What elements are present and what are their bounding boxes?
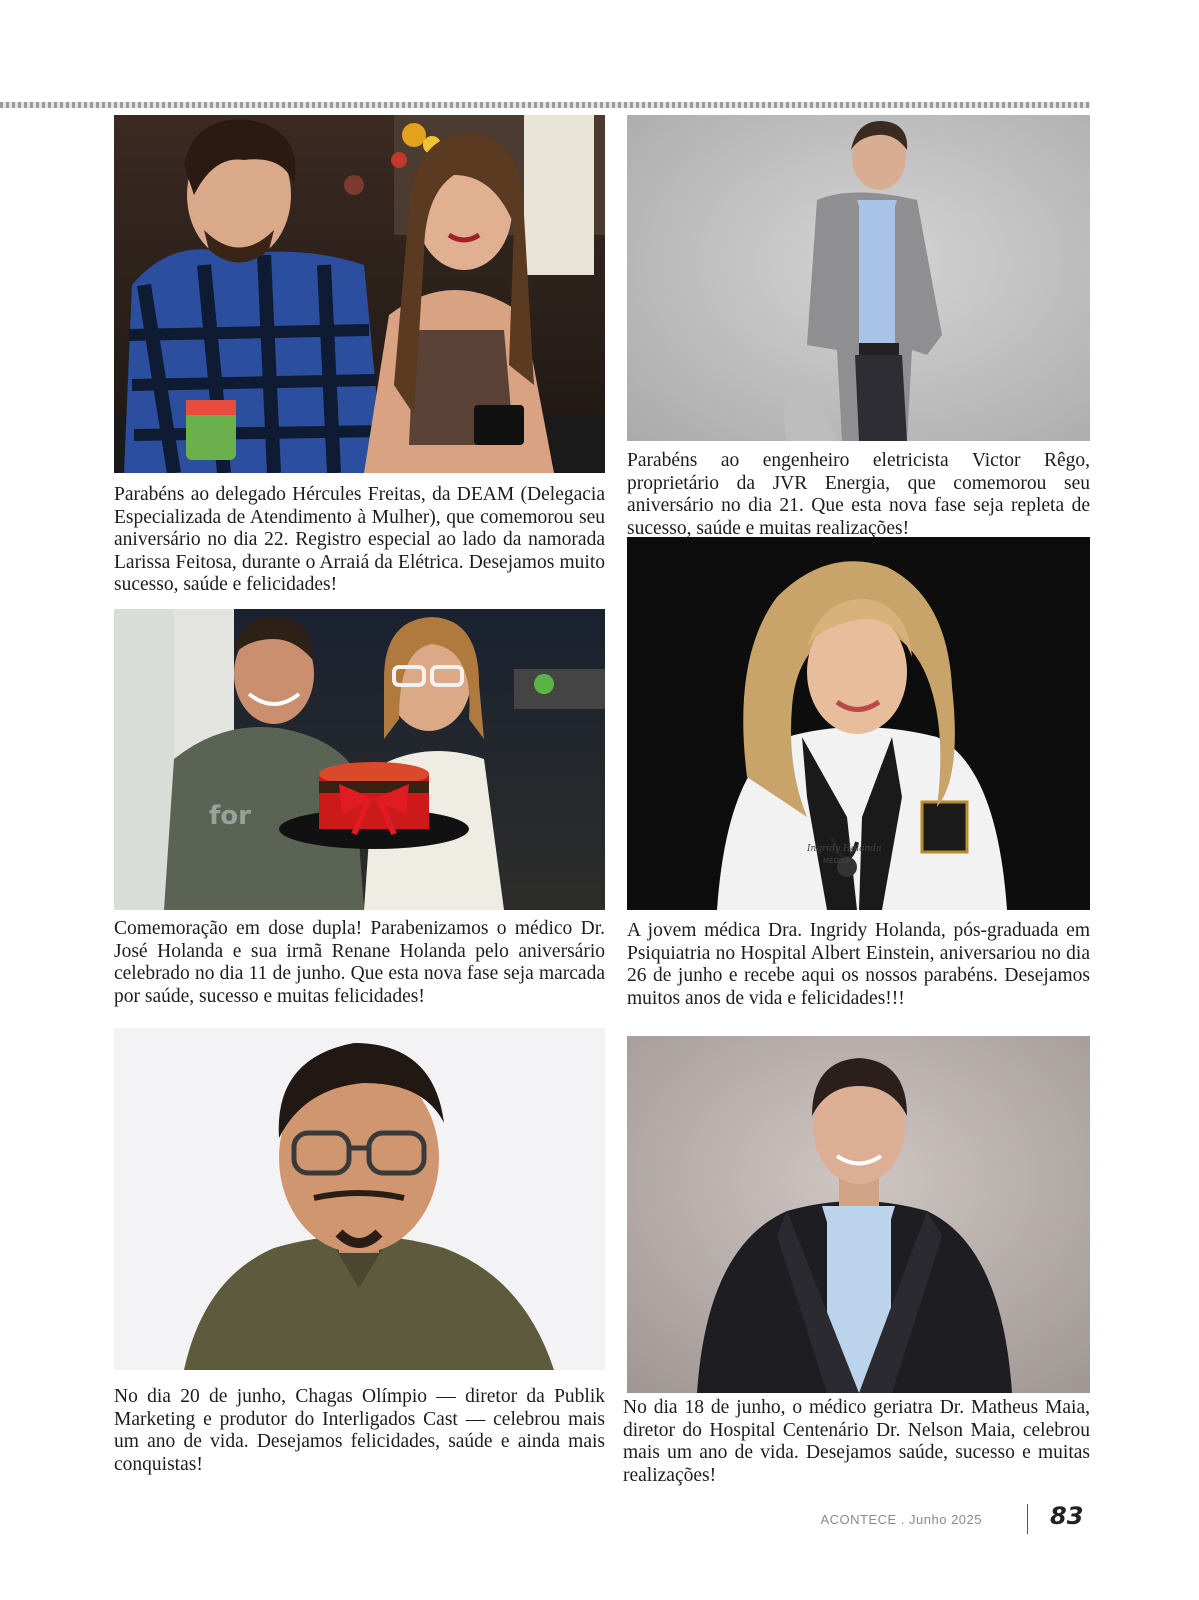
shirt-print: for — [209, 801, 251, 831]
footer-divider — [1027, 1504, 1028, 1534]
magazine-issue-label: ACONTECE . Junho 2025 — [820, 1512, 982, 1527]
page-footer — [820, 1502, 1090, 1538]
caption-chagas-olimpio: No dia 20 de junho, Chagas Olímpio — diretor da Publik Marketing e produtor do Interligados Cast — celebrou mais um ano de vida. Desejamos felicidades, saúde e ainda mais conquistas! — [114, 1386, 605, 1475]
caption-matheus-maia: No dia 18 de junho, o médico geriatra Dr. Matheus Maia, diretor do Hospital Centenário Dr. Nelson Maia, celebrou mais um ano de vida. Desejamos saúde, sucesso e muitas realizações! — [623, 1397, 1090, 1486]
coat-embroidery-title: MÉDICA — [823, 857, 851, 865]
caption-victor-rego: Parabéns ao engenheiro eletricista Victor Rêgo, proprietário da JVR Energia, que comemorou seu aniversário no dia 21. Que esta nova fase seja repleta de sucesso, saúde e muitas realizações! — [627, 450, 1090, 539]
caption-hercules-freitas: Parabéns ao delegado Hércules Freitas, da DEAM (Delegacia Especializada de Atendimento à Mulher), que comemorou seu aniversário no dia 22. Registro especial ao lado da namorada Larissa Feitosa, durante o Arraiá da Elétrica. Desejamos muito sucesso, saúde e felicidades! — [114, 484, 605, 595]
page-number: 83 — [1050, 1502, 1084, 1530]
top-decorative-rule — [0, 102, 1090, 108]
photo-matheus-maia — [627, 1036, 1090, 1393]
caption-ingridy-holanda: A jovem médica Dra. Ingridy Holanda, pós-graduada em Psiquiatria no Hospital Albert Einstein, aniversariou no dia 26 de junho e recebe aqui os nossos parabéns. Desejamos muitos anos de vida e felicidades!!! — [627, 920, 1090, 1009]
caption-jose-holanda: Comemoração em dose dupla! Parabenizamos o médico Dr. José Holanda e sua irmã Renane Holanda pelo aniversário celebrado no dia 11 de junho. Que esta nova fase seja marcada por saúde, sucesso e muitas felicidades! — [114, 918, 605, 1007]
coat-embroidery-name: Ingridy Holanda — [807, 844, 882, 854]
photo-chagas-olimpio — [114, 1028, 605, 1370]
photo-victor-rego — [627, 115, 1090, 441]
photo-hercules-larissa — [114, 115, 605, 473]
photo-jose-renane-holanda — [114, 609, 605, 910]
photo-ingridy-holanda — [627, 537, 1090, 910]
